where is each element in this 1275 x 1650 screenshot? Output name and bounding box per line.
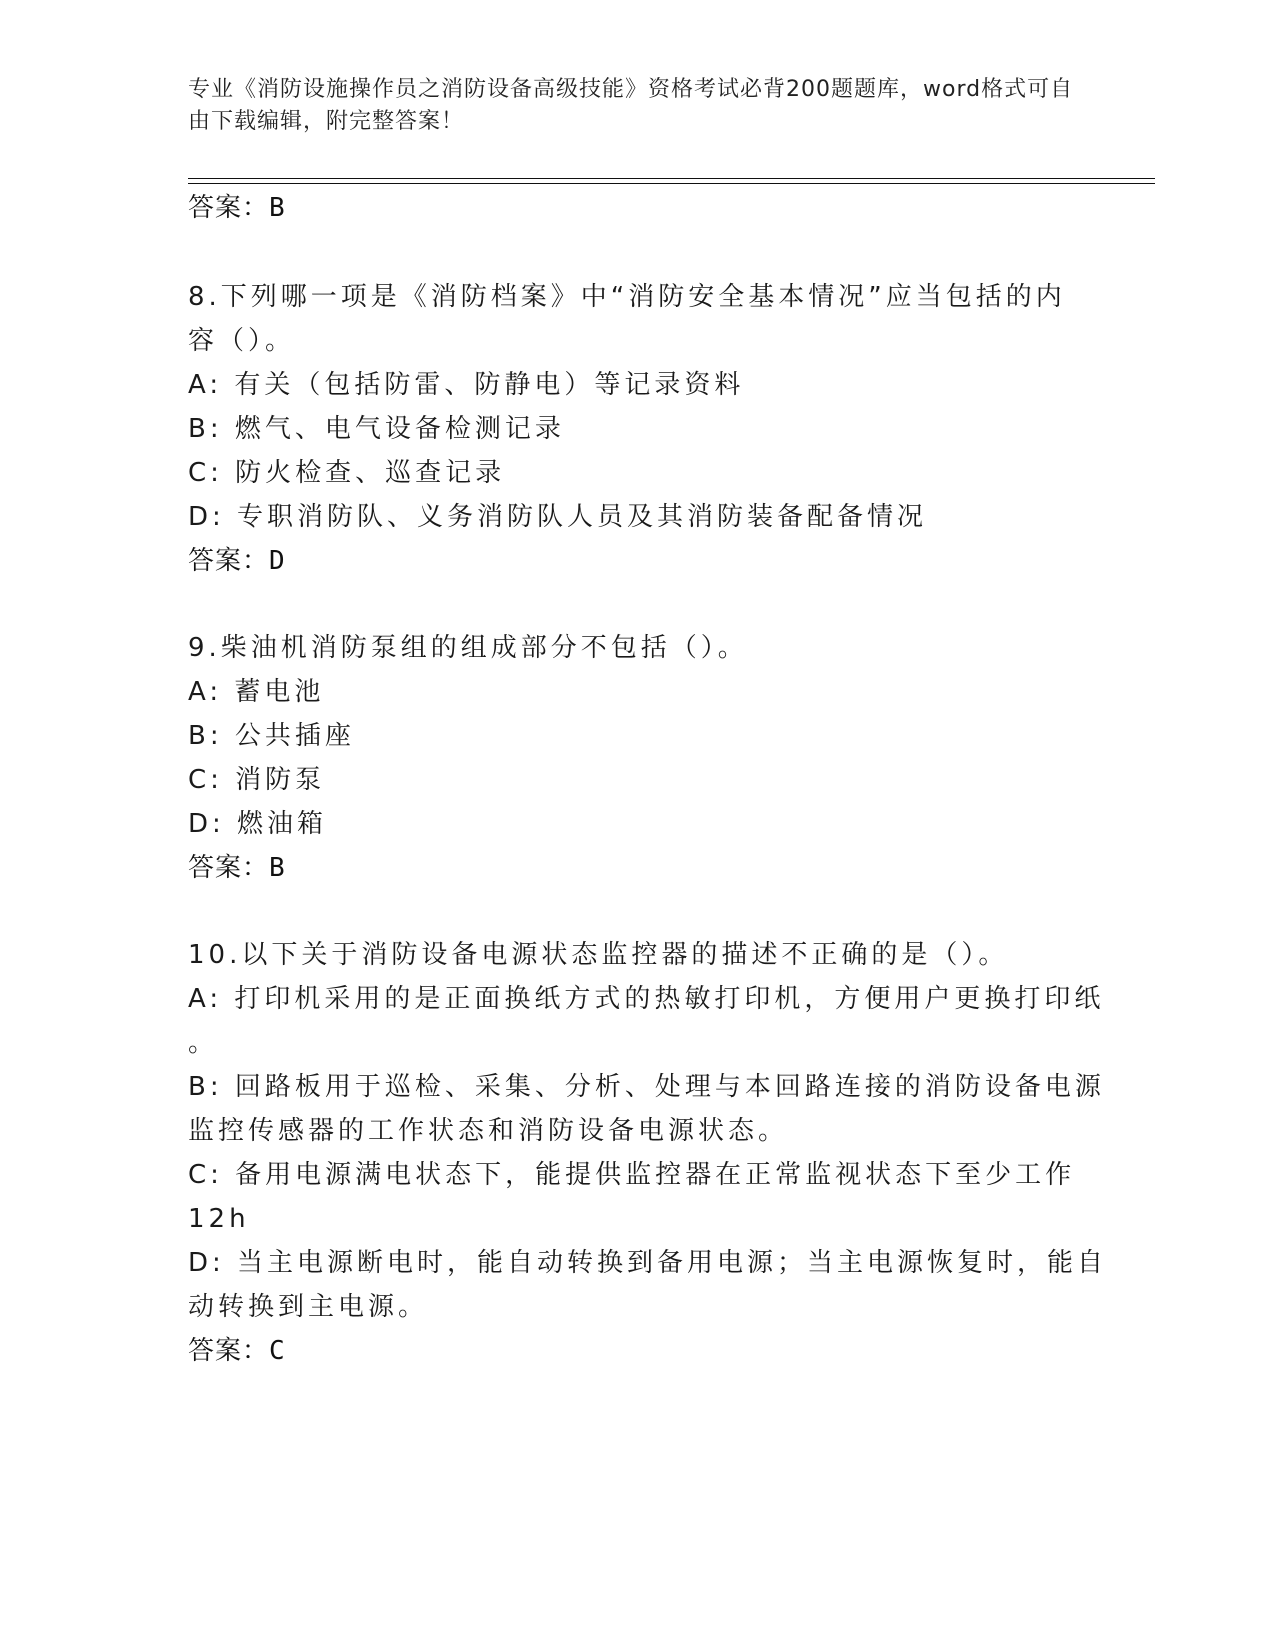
header-divider-top [188,178,1155,179]
document-header: 专业《消防设施操作员之消防设备高级技能》资格考试必背200题题库，word格式可自由下载编辑，附完整答案！ [188,77,1074,134]
answer-label: 答案： [188,1336,270,1366]
answer-value: C [269,1336,285,1366]
answer-q10 [188,1331,285,1371]
answer-label: 答案： [188,546,270,576]
question-9-option-d: D: 燃油箱 [188,809,328,839]
question-10-option-b: B: 回路板用于巡检、采集、分析、处理与本回路连接的消防设备电源 [188,1072,1105,1102]
question-9-option-a: A: 蓄电池 [188,677,325,707]
question-8-option-d: D: 专职消防队、义务消防队人员及其消防装备配备情况 [188,502,928,532]
question-8-option-b: B: 燃气、电气设备检测记录 [188,414,565,444]
question-8-stem: 8.下列哪一项是《消防档案》中“消防安全基本情况”应当包括的内 [188,282,1066,312]
answer-q8 [188,541,285,581]
answer-value: B [269,193,285,223]
question-10-option-a: A: 打印机采用的是正面换纸方式的热敏打印机，方便用户更换打印纸 [188,984,1105,1014]
answer-value: B [269,853,285,883]
question-10-stem: 10.以下关于消防设备电源状态监控器的描述不正确的是（）。 [188,940,1009,970]
answer-q7 [188,188,285,228]
question-8-stem-continued: 容（）。 [188,326,296,356]
answer-label: 答案： [188,193,270,223]
question-10-option-a-continued: 。 [188,1028,219,1058]
question-10-option-c: C: 备用电源满电状态下，能提供监控器在正常监视状态下至少工作 [188,1160,1076,1190]
answer-q9 [188,848,285,888]
question-9-option-c: C: 消防泵 [188,765,326,795]
question-8-option-c: C: 防火检查、巡查记录 [188,458,506,488]
question-9-option-b: B: 公共插座 [188,721,355,751]
question-10-option-d: D: 当主电源断电时，能自动转换到备用电源；当主电源恢复时，能自 [188,1248,1108,1278]
question-10-option-d-continued: 动转换到主电源。 [188,1292,429,1322]
question-8-option-a: A: 有关（包括防雷、防静电）等记录资料 [188,370,745,400]
answer-value: D [269,546,285,576]
question-10-option-c-continued: 12h [188,1204,250,1234]
question-10-option-b-continued: 监控传感器的工作状态和消防设备电源状态。 [188,1116,789,1146]
answer-label: 答案： [188,853,270,883]
header-divider-bottom [188,183,1155,184]
question-9-stem: 9.柴油机消防泵组的组成部分不包括（）。 [188,633,748,663]
